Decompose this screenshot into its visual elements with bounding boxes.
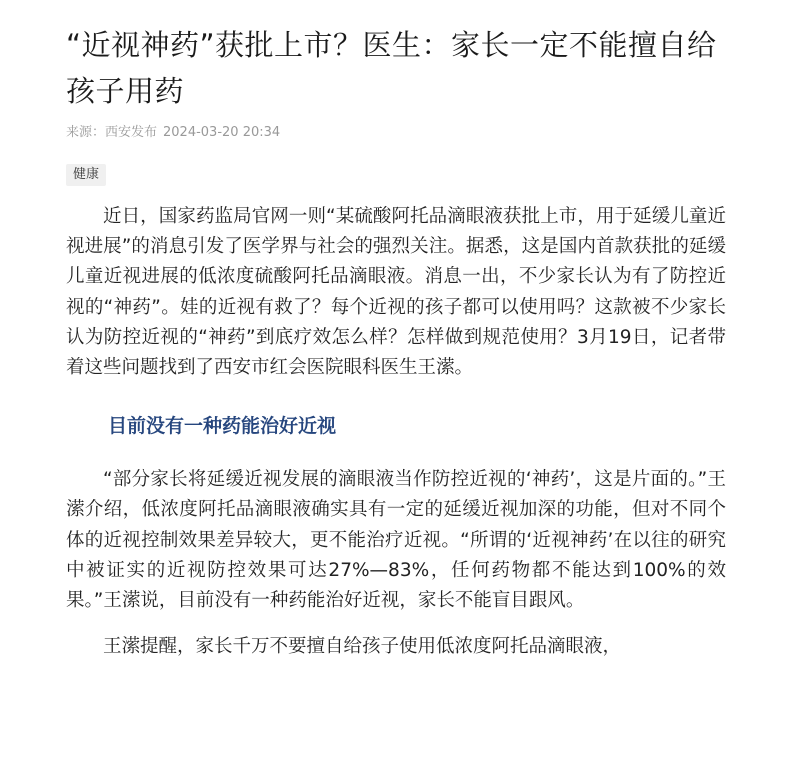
article	[66, 0, 726, 662]
article-title: “近视神药”获批上市？医生：家长一定不能擅自给孩子用药	[66, 28, 717, 108]
article-meta	[66, 124, 726, 142]
category-tag[interactable]: 健康	[66, 164, 106, 186]
article-paragraph: 王潆提醒，家长千万不要擅自给孩子使用低浓度阿托品滴眼液，	[103, 636, 622, 658]
article-paragraph: 近日，国家药监局官网一则“某硫酸阿托品滴眼液获批上市，用于延缓儿童近视进展”的消息引发了医学界与社会的强烈关注。据悉，这是国内首款获批的延缓儿童近视进展的低浓度硫酸阿托品滴眼液。消息一出，不少家长认为有了防控近视的“神药”。娃的近视有救了？每个近视的孩子都可以使用吗？这款被不少家长认为防控近视的“神药”到底疗效怎么样？怎样做到规范使用？3月19日，记者带着这些问题找到了西安市红会医院眼科医生王潆。	[66, 206, 726, 379]
article-subheading: 目前没有一种药能治好近视	[108, 415, 337, 438]
article-datetime: 2024-03-20 20:34	[163, 125, 281, 140]
article-source: 来源：西安发布	[66, 125, 158, 140]
article-paragraph: “部分家长将延缓近视发展的滴眼液当作防控近视的‘神药’，这是片面的。”王潆介绍，低浓度阿托品滴眼液确实具有一定的延缓近视加深的功能，但对不同个体的近视控制效果差异较大，更不能治疗近视。“所谓的‘近视神药’在以往的研究中被证实的近视防控效果可达27%—83%，任何药物都不能达到100%的效果。”王潆说，目前没有一种药能治好近视，家长不能盲目跟风。	[66, 469, 726, 612]
